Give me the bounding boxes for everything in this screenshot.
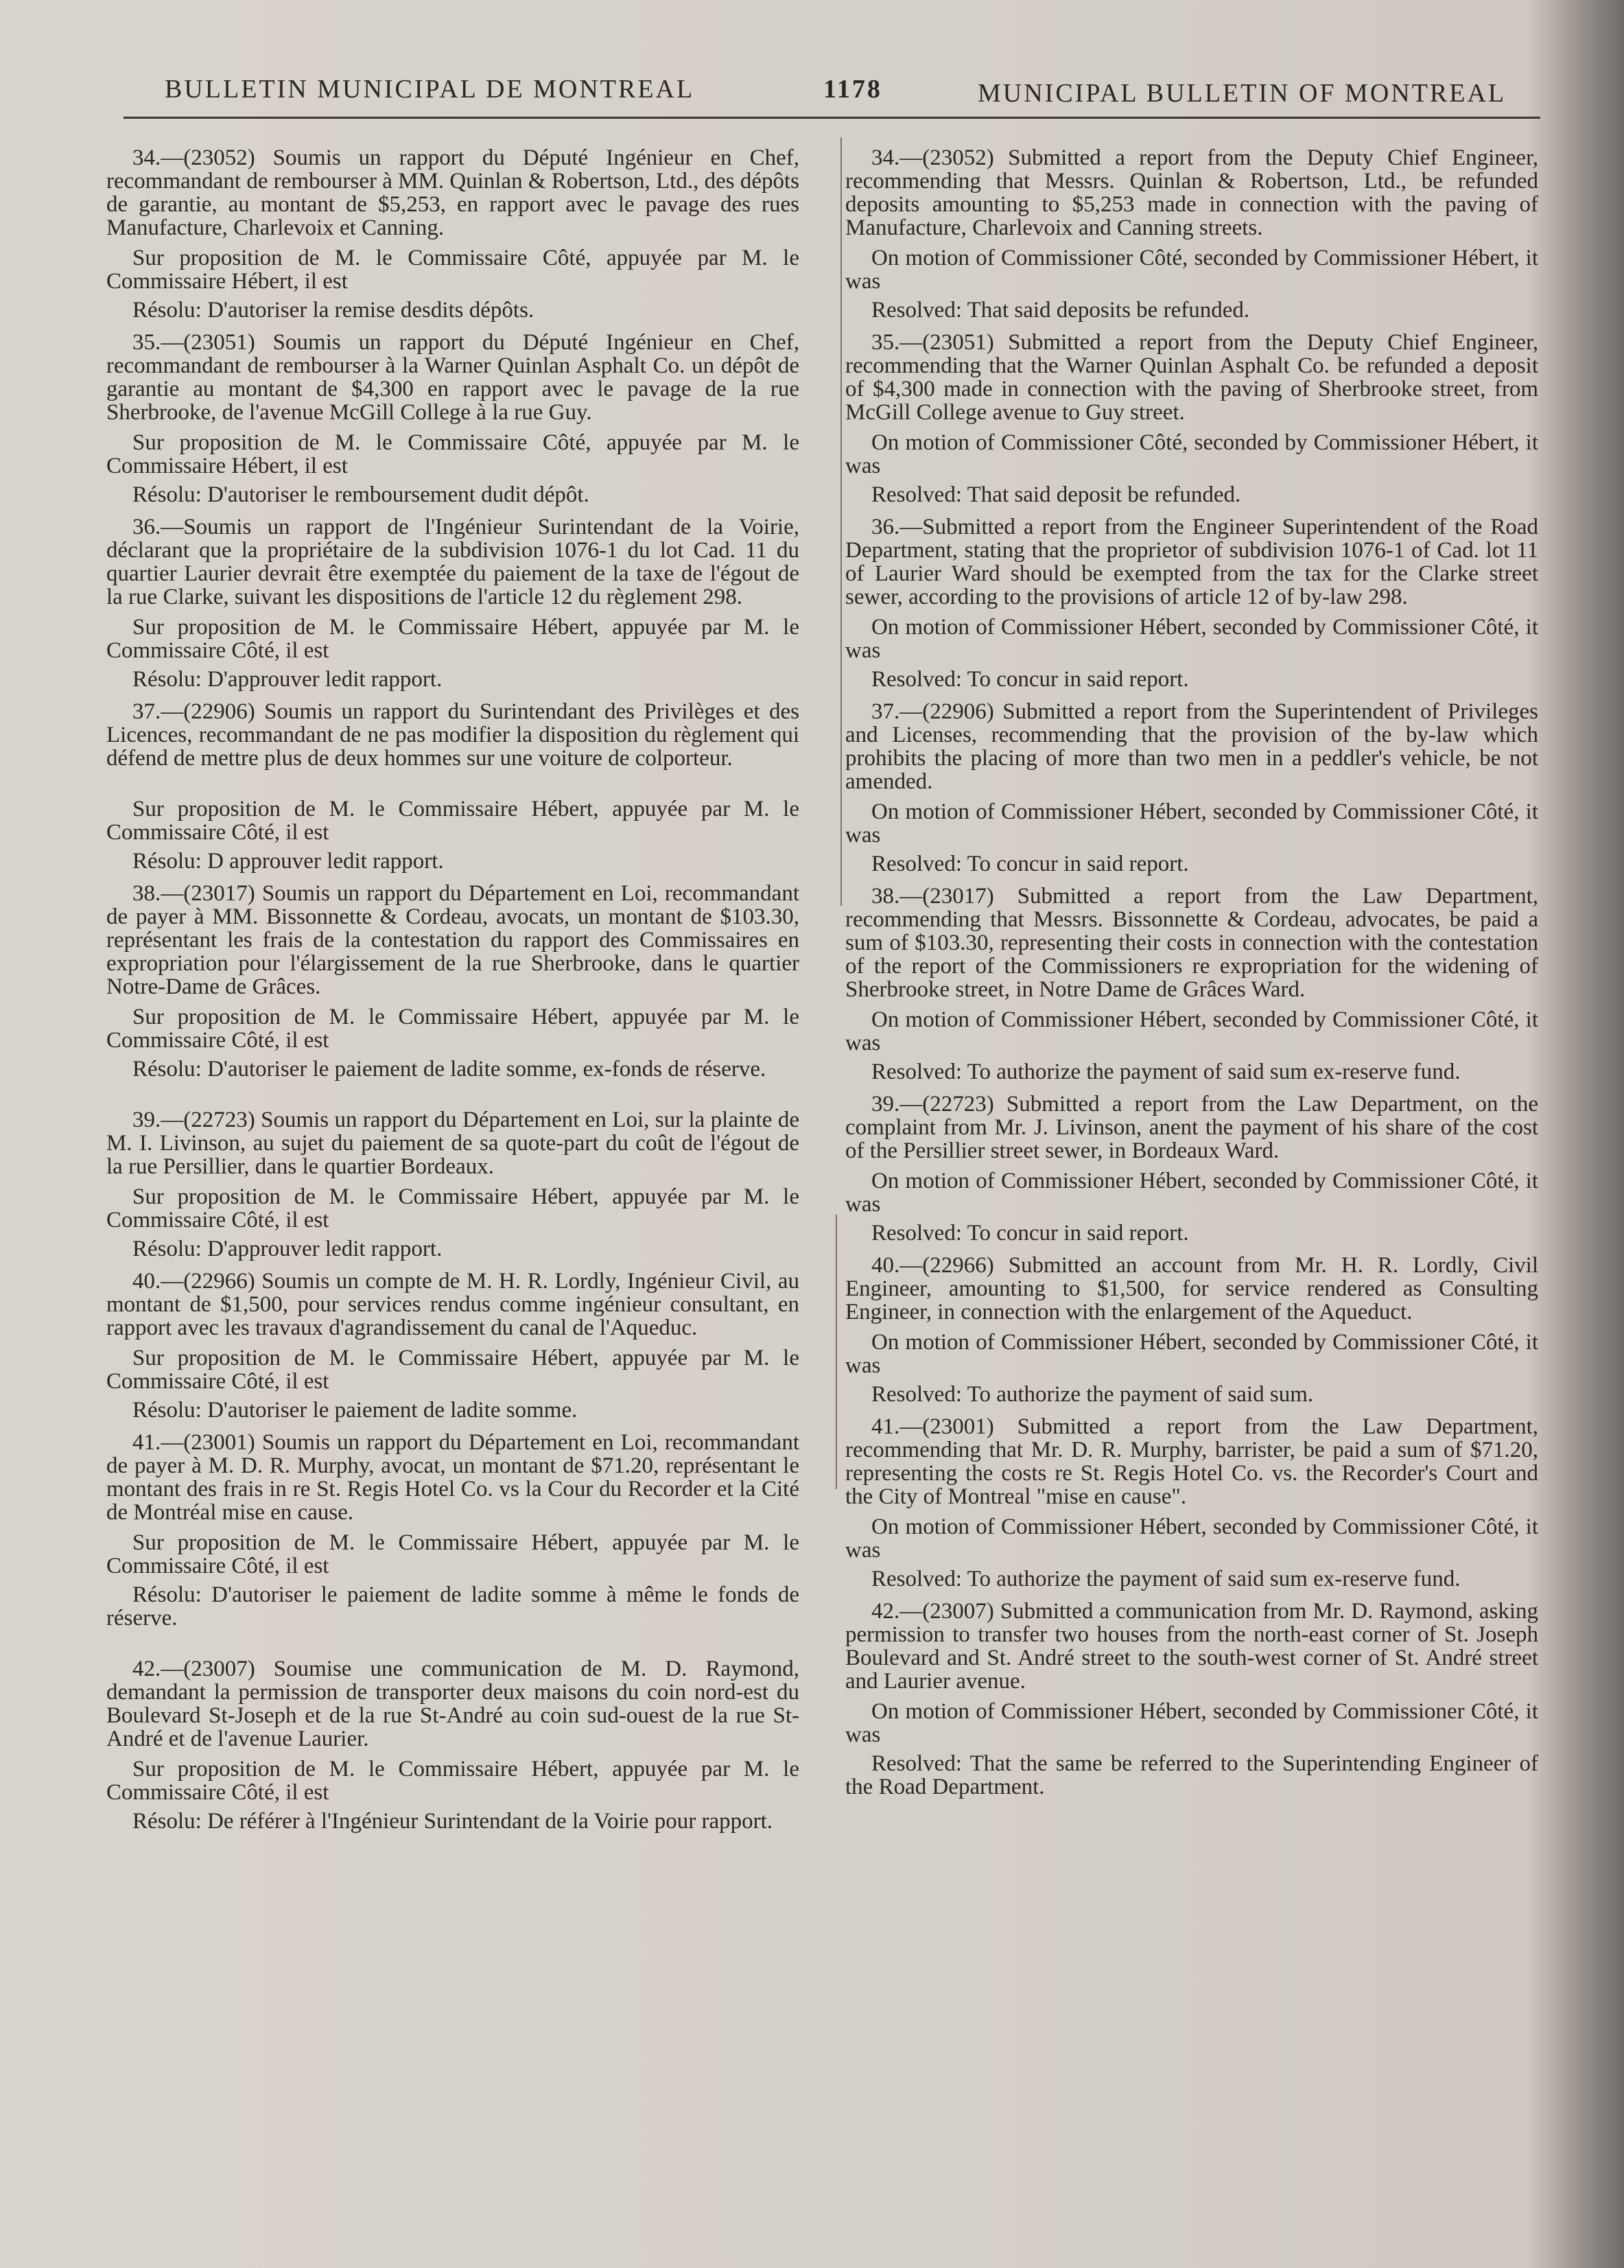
french-column (106, 137, 799, 1840)
header-rule (123, 117, 1540, 119)
english-resolved-paragraph: Resolved: That said deposit be refunded. (871, 482, 1241, 507)
french-item-paragraph: 35.—(23051) Soumis un rapport du Député Ingénieur en Chef, recommandant de rembourser à la Warner Quinlan Asphalt Co. un dépôt de garantie au montant de $4,300 en rapport avec le pavage de la rue Sherbrooke, de l'avenue McGill College à la rue Guy. (106, 330, 799, 425)
header-title-french: BULLETIN MUNICIPAL DE MONTREAL (165, 75, 695, 104)
french-resolved-paragraph: Résolu: D'autoriser le paiement de ladite somme, ex-fonds de réserve. (132, 1057, 766, 1082)
french-motion-paragraph: Sur proposition de M. le Commissaire Hébert, appuyée par M. le Commissaire Côté, il est (106, 615, 799, 663)
english-resolved-paragraph: Resolved: To concur in said report. (871, 852, 1189, 876)
english-motion-paragraph: On motion of Commissioner Hébert, seconded by Commissioner Côté, it was (845, 799, 1538, 847)
english-item-paragraph: 42.—(23007) Submitted a communication from Mr. D. Raymond, asking permission to transfer two houses from the north-east corner of St. Joseph Boulevard and St. André street to the south-west corner of St. André street and Laurier avenue. (845, 1599, 1538, 1694)
english-resolved-paragraph: Resolved: That the same be referred to the Superintending Engineer of the Road Department. (845, 1751, 1538, 1799)
english-item-paragraph: 37.—(22906) Submitted a report from the Superintendent of Privileges and Licenses, recommending that the provision of the by-law which prohibits the placing of more than two men in a peddler's vehicle, be not amended. (845, 699, 1538, 794)
french-resolved-paragraph: Résolu: D'autoriser la remise desdits dépôts. (132, 298, 534, 323)
english-motion-paragraph: On motion of Commissioner Côté, seconded by Commissioner Hébert, it was (845, 430, 1538, 478)
english-resolved-paragraph: Resolved: That said deposits be refunded. (871, 298, 1250, 323)
english-item-paragraph: 39.—(22723) Submitted a report from the Law Department, on the complaint from Mr. J. Livinson, anent the payment of his share of the cost of the Persillier street sewer, in Bordeaux Ward. (845, 1092, 1538, 1163)
french-resolved-paragraph: Résolu: D'autoriser le paiement de ladite somme à même le fonds de réserve. (106, 1582, 799, 1630)
french-item-paragraph: 40.—(22966) Soumis un compte de M. H. R. Lordly, Ingénieur Civil, au montant de $1,500, pour services rendus comme ingénieur consultant, en rapport avec les travaux d'agrandissement du canal de l'Aqueduc. (106, 1269, 799, 1340)
french-item-paragraph: 39.—(22723) Soumis un rapport du Département en Loi, sur la plainte de M. I. Livinson, au sujet du paiement de sa quote-part du coût de l'égout de la rue Persillier, dans le quartier Bordeaux. (106, 1108, 799, 1179)
english-column (845, 137, 1538, 1805)
french-item-paragraph: 34.—(23052) Soumis un rapport du Député Ingénieur en Chef, recommandant de rembourser à MM. Quinlan & Robertson, Ltd., des dépôts de garantie, au montant de $5,253, en rapport avec le pavage des rues Manufacture, Charlevoix et Canning. (106, 145, 799, 240)
english-item-paragraph: 34.—(23052) Submitted a report from the Deputy Chief Engineer, recommending that Messrs. Quinlan & Robertson, Ltd., be refunded deposits amounting to $5,253 made in connection with the paving of Manufacture, Charlevoix and Canning streets. (845, 145, 1538, 240)
french-motion-paragraph: Sur proposition de M. le Commissaire Hébert, appuyée par M. le Commissaire Côté, il est (106, 1530, 799, 1578)
english-motion-paragraph: On motion of Commissioner Hébert, seconded by Commissioner Côté, it was (845, 1515, 1538, 1563)
header-title-english: MUNICIPAL BULLETIN OF MONTREAL (978, 79, 1507, 108)
english-motion-paragraph: On motion of Commissioner Hébert, seconded by Commissioner Côté, it was (845, 1169, 1538, 1217)
french-item-paragraph: 41.—(23001) Soumis un rapport du Département en Loi, recommandant de payer à M. D. R. Murphy, avocat, un montant de $71.20, représentant le montant des frais in re St. Regis Hotel Co. vs la Cour du Recorder et la Cité de Montréal mise en cause. (106, 1430, 799, 1525)
french-motion-paragraph: Sur proposition de M. le Commissaire Hébert, appuyée par M. le Commissaire Côté, il est (106, 1346, 799, 1394)
english-resolved-paragraph: Resolved: To authorize the payment of said sum ex-reserve fund. (871, 1567, 1461, 1591)
page-header (165, 69, 1537, 110)
english-item-paragraph: 40.—(22966) Submitted an account from Mr. H. R. Lordly, Civil Engineer, amounting to $1,500, for service rendered as Consulting Engineer, in connection with the enlargement of the Aqueduct. (845, 1253, 1538, 1324)
french-resolved-paragraph: Résolu: D'approuver ledit rapport. (132, 667, 443, 692)
column-divider-lower (836, 1215, 837, 1489)
english-item-paragraph: 36.—Submitted a report from the Engineer Superintendent of the Road Department, stating that the proprietor of subdivision 1076-1 of Cad. lot 11 of Laurier Ward should be exempted from the tax for the Clarke street sewer, according to the provisions of article 12 of by-law 298. (845, 515, 1538, 609)
french-item-paragraph: 38.—(23017) Soumis un rapport du Département en Loi, recommandant de payer à MM. Bissonnette & Cordeau, avocats, un montant de $103.30, représentant les frais de la contestation du rapport des Commissaires en expropriation pour l'élargissement de la rue Sherbrooke, dans le quartier Notre-Dame de Grâces. (106, 881, 799, 999)
english-resolved-paragraph: Resolved: To authorize the payment of said sum ex-reserve fund. (871, 1060, 1461, 1084)
french-motion-paragraph: Sur proposition de M. le Commissaire Côté, appuyée par M. le Commissaire Hébert, il est (106, 430, 799, 478)
english-item-paragraph: 41.—(23001) Submitted a report from the Law Department, recommending that Mr. D. R. Murphy, barrister, be paid a sum of $71.20, representing the costs re St. Regis Hotel Co. vs. the Recorder's Court and the City of Montreal "mise en cause". (845, 1414, 1538, 1509)
english-item-paragraph: 38.—(23017) Submitted a report from the Law Department, recommending that Messrs. Bissonnette & Cordeau, advocates, be paid a sum of $103.30, representing their costs in connection with the contestation of the report of the Commissioners re expropriation for the widening of Sherbrooke street, in Notre Dame de Grâces Ward. (845, 884, 1538, 1002)
french-item-paragraph: 36.—Soumis un rapport de l'Ingénieur Surintendant de la Voirie, déclarant que la propriétaire de la subdivision 1076-1 du lot Cad. 11 du quartier Laurier devrait être exemptée du paiement de la taxe de l'égout de la rue Clarke, suivant les dispositions de l'article 12 du règlement 298. (106, 515, 799, 609)
column-divider (840, 137, 842, 906)
english-motion-paragraph: On motion of Commissioner Hébert, seconded by Commissioner Côté, it was (845, 1699, 1538, 1747)
french-resolved-paragraph: Résolu: D approuver ledit rapport. (132, 849, 444, 874)
english-resolved-paragraph: Resolved: To concur in said report. (871, 667, 1189, 692)
english-item-paragraph: 35.—(23051) Submitted a report from the Deputy Chief Engineer, recommending that the Warner Quinlan Asphalt Co. be refunded a deposit of $4,300 made in connection with the paving of Sherbrooke street, from McGill College avenue to Guy street. (845, 330, 1538, 425)
english-motion-paragraph: On motion of Commissioner Côté, seconded by Commissioner Hébert, it was (845, 246, 1538, 294)
french-resolved-paragraph: Résolu: D'autoriser le paiement de ladite somme. (132, 1398, 578, 1423)
english-resolved-paragraph: Resolved: To authorize the payment of said sum. (871, 1382, 1314, 1407)
english-motion-paragraph: On motion of Commissioner Hébert, seconded by Commissioner Côté, it was (845, 1007, 1538, 1055)
english-motion-paragraph: On motion of Commissioner Hébert, seconded by Commissioner Côté, it was (845, 1330, 1538, 1378)
french-motion-paragraph: Sur proposition de M. le Commissaire Hébert, appuyée par M. le Commissaire Côté, il est (106, 1184, 799, 1232)
french-motion-paragraph: Sur proposition de M. le Commissaire Côté, appuyée par M. le Commissaire Hébert, il est (106, 246, 799, 294)
french-resolved-paragraph: Résolu: D'autoriser le remboursement dudit dépôt. (132, 482, 589, 507)
french-item-paragraph: 42.—(23007) Soumise une communication de M. D. Raymond, demandant la permission de transporter deux maisons du coin nord-est du Boulevard St-Joseph et de la rue St-André au coin sud-ouest de la rue St-André et de l'avenue Laurier. (106, 1657, 799, 1751)
french-motion-paragraph: Sur proposition de M. le Commissaire Hébert, appuyée par M. le Commissaire Côté, il est (106, 1005, 799, 1053)
english-resolved-paragraph: Resolved: To concur in said report. (871, 1221, 1189, 1246)
french-resolved-paragraph: Résolu: D'approuver ledit rapport. (132, 1237, 443, 1261)
french-resolved-paragraph: Résolu: De référer à l'Ingénieur Surintendant de la Voirie pour rapport. (132, 1809, 773, 1834)
french-motion-paragraph: Sur proposition de M. le Commissaire Hébert, appuyée par M. le Commissaire Côté, il est (106, 797, 799, 845)
page-number: 1178 (823, 75, 882, 104)
french-motion-paragraph: Sur proposition de M. le Commissaire Hébert, appuyée par M. le Commissaire Côté, il est (106, 1757, 799, 1805)
french-item-paragraph: 37.—(22906) Soumis un rapport du Surintendant des Privilèges et des Licences, recommandant de ne pas modifier la disposition du règlement qui défend de mettre plus de deux hommes sur une voiture de colporteur. (106, 699, 799, 771)
english-motion-paragraph: On motion of Commissioner Hébert, seconded by Commissioner Côté, it was (845, 615, 1538, 663)
